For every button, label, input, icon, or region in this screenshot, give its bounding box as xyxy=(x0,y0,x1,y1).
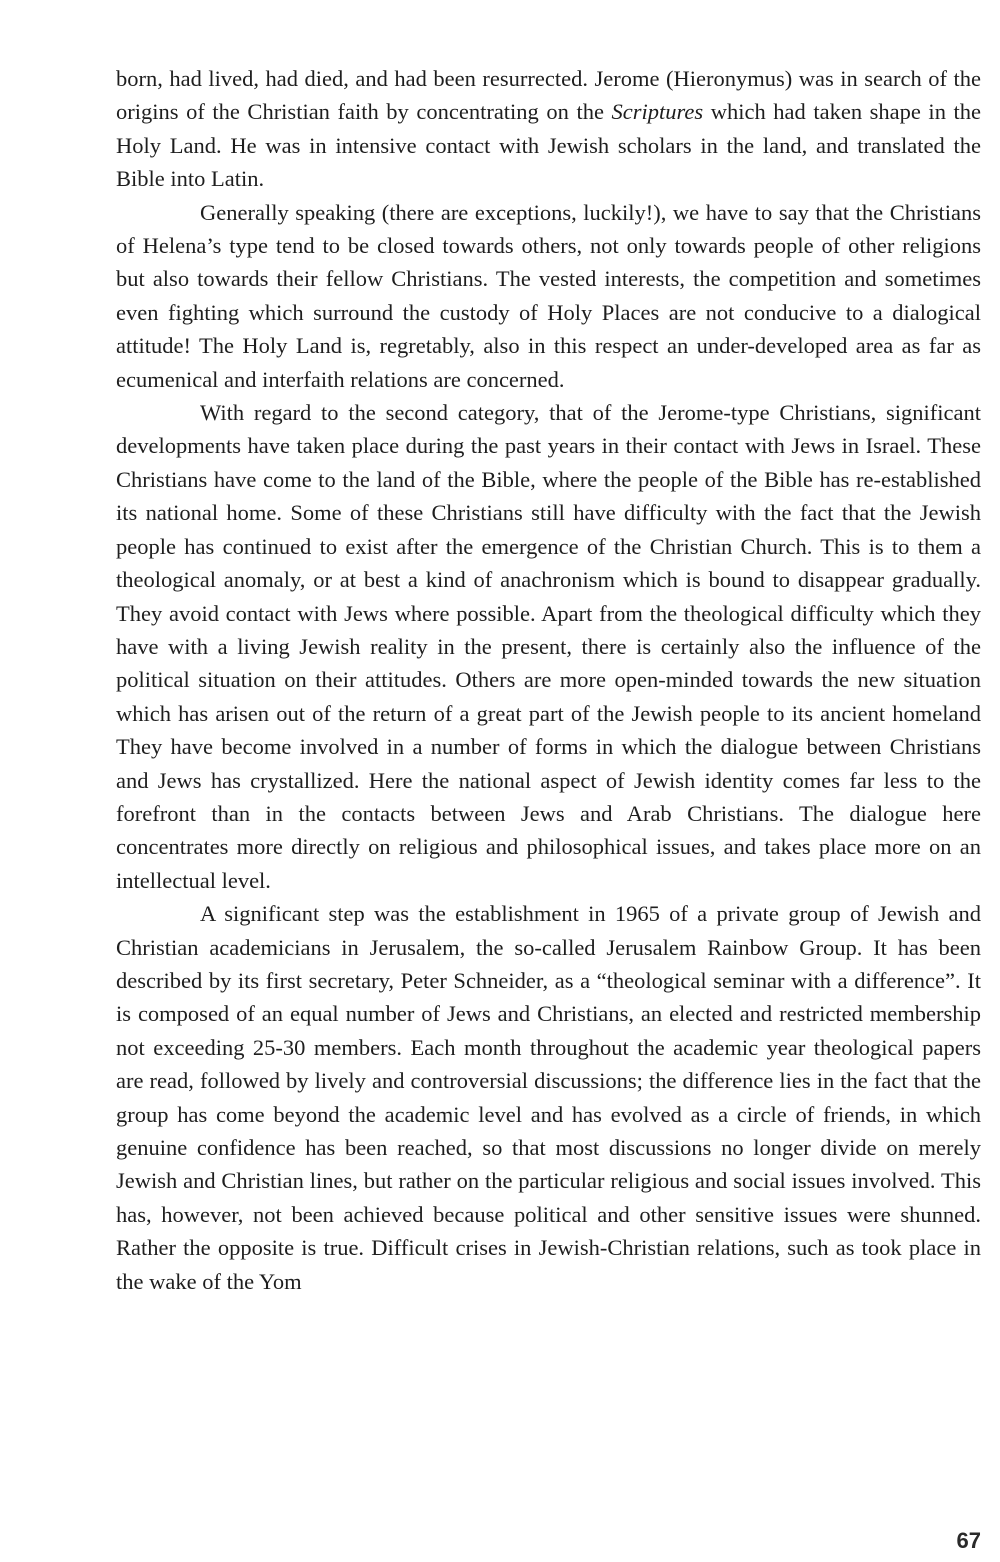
page-number: 67 xyxy=(956,1528,981,1553)
text-run: Generally speaking (there are exceptions, luckily!), we have to say that the Christians of Helena’s type tend to be closed towards others, not only towards people of other religions but also towards their fellow Christians. The vested interests, the competition and sometimes even fighting which surround the custody of Holy Places are not conducive to a dialogical attitude! The Holy Land is, regretably, also in this respect an under-developed area as far as ecumenical and interfaith relations are concerned. xyxy=(116,199,981,392)
text-run: born, had lived, had died, and had been resurrected. Jerome (Hieronymus) was in search of the origins of the Christian faith by concentrating on the xyxy=(116,66,981,125)
text-run: With regard to the second category, that of the Jerome-type Christians, significant developments have taken place during the past years in their contact with Jews in Israel. These Christians have come to the land of the Bible, where the people of the Bible has re-established its national home. Some of these Christians still have difficulty with the fact that the Jewish people has continued to exist after the emergence of the Christian Church. This is to them a theological anomaly, or at best a kind of anachronism which is bound to disappear gradually. They avoid contact with Jews where possible. Apart from the theological difficulty which they have with a living Jewish reality in the present, there is certainly also the influence of the political situation on their attitudes. Others are more open-minded towards the new situation which has arisen out of the return of a great part of the Jewish people to its ancient homeland They have become involved in a number of forms in which the dialogue between Christians and Jews has crystallized. Here the national aspect of Jewish identity comes far less to the forefront than in the contacts between Jews and Arab Christians. The dialogue here concentrates more directly on religious and philosophical issues, and takes place more on an intellectual level. xyxy=(116,400,981,893)
paragraph xyxy=(116,396,981,897)
paragraph xyxy=(116,897,981,1298)
paragraph xyxy=(116,196,981,396)
text-run: A significant step was the establishment in 1965 of a private group of Jewish and Christian academicians in Jerusalem, the so-called Jerusalem Rainbow Group. It has been described by its first secretary, Peter Schneider, as a “theological seminar with a difference”. It is composed of an equal number of Jews and Christians, an elected and restricted membership not exceeding 25-30 members. Each month throughout the academic year theological papers are read, followed by lively and controversial discussions; the difference lies in the fact that the group has come beyond the academic level and has evolved as a circle of friends, in which genuine confidence has been reached, so that most discussions no longer divide on merely Jewish and Christian lines, but rather on the particular religious and social issues involved. This has, however, not been achieved because political and other sensitive issues were shunned. Rather the opposite is true. Difficult crises in Jewish-Christian relations, such as took place in the wake of the Yom xyxy=(116,901,981,1294)
paragraph xyxy=(116,62,981,196)
page-body xyxy=(116,62,981,1298)
text-run: which had taken shape in the Holy Land. He was in intensive contact with Jewish scholars in the land, and translated the Bible into Latin. xyxy=(116,99,981,192)
italic-text: Scriptures xyxy=(611,99,704,125)
